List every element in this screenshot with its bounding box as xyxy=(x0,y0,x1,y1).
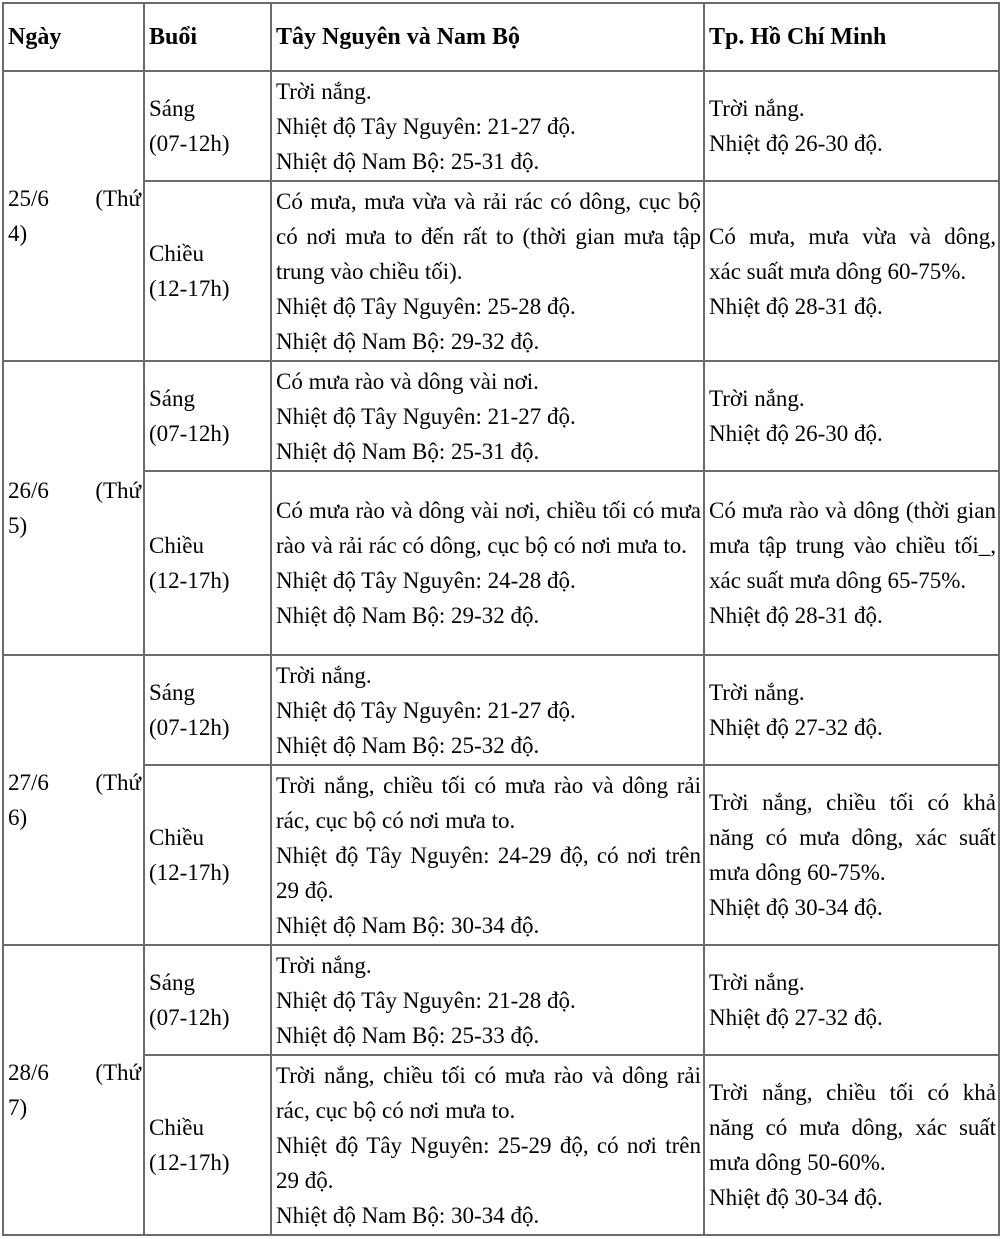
table-row xyxy=(3,471,999,655)
hcm-forecast-line: Trời nắng. xyxy=(709,680,805,705)
session-hours: (12-17h) xyxy=(149,568,230,593)
session-name: Chiều xyxy=(149,533,204,558)
hcm-forecast-cell xyxy=(704,471,999,655)
day-weekday-open: (Thứ xyxy=(95,1060,141,1085)
session-name: Chiều xyxy=(149,1115,204,1140)
table-row xyxy=(3,361,999,471)
hcm-forecast-line: Nhiệt độ 30-34 độ. xyxy=(709,1185,883,1210)
session-cell xyxy=(144,181,271,361)
region-forecast-line: Nhiệt độ Tây Nguyên: 25-29 độ, có nơi trên 29 độ. xyxy=(276,1132,701,1193)
header-session: Buổi xyxy=(144,3,271,71)
day-date: 26/6 xyxy=(8,478,49,503)
region-forecast-line: Nhiệt độ Tây Nguyên: 21-27 độ. xyxy=(276,113,576,139)
hcm-forecast-line: Có mưa rào và dông (thời gian mưa tập trung vào chiều tối_, xác suất mưa dông 65-75%. xyxy=(709,498,996,593)
hcm-forecast-cell xyxy=(704,1055,999,1235)
hcm-forecast-cell xyxy=(704,361,999,471)
region-forecast-cell xyxy=(271,655,704,765)
day-date: 27/6 xyxy=(8,770,49,795)
region-forecast-line: Nhiệt độ Nam Bộ: 30-34 độ. xyxy=(276,912,540,938)
session-name: Sáng xyxy=(149,680,195,705)
region-forecast-line: Trời nắng, chiều tối có mưa rào và dông rải rác, cục bộ có nơi mưa to. xyxy=(276,772,701,833)
region-forecast-line: Có mưa rào và dông vài nơi, chiều tối có mưa rào và rải rác có dông, cục bộ có nơi mưa to. xyxy=(276,498,701,558)
day-weekday-num: 6) xyxy=(8,805,28,830)
session-cell xyxy=(144,945,271,1055)
region-forecast-line: Trời nắng, chiều tối có mưa rào và dông rải rác, cục bộ có nơi mưa to. xyxy=(276,1062,701,1123)
region-forecast-cell xyxy=(271,765,704,945)
day-weekday-open: (Thứ xyxy=(95,770,141,795)
hcm-forecast-line: Có mưa, mưa vừa và dông, xác suất mưa dông 60-75%. xyxy=(709,223,996,284)
region-forecast-line: Nhiệt độ Tây Nguyên: 24-29 độ, có nơi trên 29 độ. xyxy=(276,842,701,903)
region-forecast-line: Có mưa, mưa vừa và rải rác có dông, cục bộ có nơi mưa to đến rất to (thời gian mưa tập trung vào chiều tối). xyxy=(276,188,701,284)
region-forecast-cell xyxy=(271,181,704,361)
session-cell xyxy=(144,471,271,655)
session-hours: (12-17h) xyxy=(149,276,230,301)
session-name: Chiều xyxy=(149,241,204,266)
day-cell xyxy=(3,655,144,945)
region-forecast-line: Nhiệt độ Tây Nguyên: 25-28 độ. xyxy=(276,293,576,319)
session-name: Sáng xyxy=(149,970,195,995)
hcm-forecast-cell xyxy=(704,181,999,361)
session-name: Chiều xyxy=(149,825,204,850)
header-hcm: Tp. Hồ Chí Minh xyxy=(704,3,999,71)
session-hours: (12-17h) xyxy=(149,1150,230,1175)
table-row xyxy=(3,945,999,1055)
hcm-forecast-line: Trời nắng. xyxy=(709,386,805,411)
session-cell xyxy=(144,765,271,945)
region-forecast-line: Nhiệt độ Tây Nguyên: 21-27 độ. xyxy=(276,697,576,723)
region-forecast-line: Nhiệt độ Nam Bộ: 29-32 độ. xyxy=(276,328,540,354)
region-forecast-line: Nhiệt độ Tây Nguyên: 24-28 độ. xyxy=(276,568,576,593)
region-forecast-cell xyxy=(271,471,704,655)
hcm-forecast-line: Nhiệt độ 30-34 độ. xyxy=(709,895,883,920)
table-row xyxy=(3,1055,999,1235)
hcm-forecast-cell xyxy=(704,765,999,945)
hcm-forecast-line: Trời nắng, chiều tối có khả năng có mưa dông, xác suất mưa dông 50-60%. xyxy=(709,1080,996,1175)
region-forecast-cell xyxy=(271,945,704,1055)
header-row xyxy=(3,3,999,71)
hcm-forecast-line: Trời nắng, chiều tối có khả năng có mưa dông, xác suất mưa dông 60-75%. xyxy=(709,790,996,885)
weather-forecast-table xyxy=(2,2,1000,1236)
region-forecast-line: Nhiệt độ Tây Nguyên: 21-28 độ. xyxy=(276,987,576,1013)
hcm-forecast-line: Nhiệt độ 28-31 độ. xyxy=(709,603,883,628)
hcm-forecast-cell xyxy=(704,655,999,765)
region-forecast-line: Nhiệt độ Nam Bộ: 25-31 độ. xyxy=(276,148,540,174)
session-hours: (07-12h) xyxy=(149,131,230,156)
session-hours: (07-12h) xyxy=(149,1005,230,1030)
hcm-forecast-line: Trời nắng. xyxy=(709,970,805,995)
session-hours: (12-17h) xyxy=(149,860,230,885)
region-forecast-cell xyxy=(271,71,704,181)
day-weekday-open: (Thứ xyxy=(95,478,141,503)
region-forecast-line: Có mưa rào và dông vài nơi. xyxy=(276,368,539,394)
table-row xyxy=(3,655,999,765)
day-date: 28/6 xyxy=(8,1060,49,1085)
day-cell xyxy=(3,71,144,361)
day-weekday-num: 7) xyxy=(8,1095,28,1120)
session-cell xyxy=(144,1055,271,1235)
hcm-forecast-line: Nhiệt độ 26-30 độ. xyxy=(709,421,883,446)
region-forecast-line: Nhiệt độ Nam Bộ: 25-31 độ. xyxy=(276,438,540,464)
day-cell xyxy=(3,945,144,1235)
region-forecast-cell xyxy=(271,1055,704,1235)
hcm-forecast-line: Trời nắng. xyxy=(709,96,805,121)
region-forecast-line: Nhiệt độ Nam Bộ: 25-32 độ. xyxy=(276,732,540,758)
hcm-forecast-line: Nhiệt độ 27-32 độ. xyxy=(709,1005,883,1030)
day-date: 25/6 xyxy=(8,186,49,211)
forecast-body xyxy=(3,71,999,1235)
region-forecast-line: Trời nắng. xyxy=(276,78,372,104)
hcm-forecast-cell xyxy=(704,71,999,181)
hcm-forecast-line: Nhiệt độ 28-31 độ. xyxy=(709,293,883,319)
region-forecast-line: Nhiệt độ Nam Bộ: 30-34 độ. xyxy=(276,1202,540,1228)
hcm-forecast-cell xyxy=(704,945,999,1055)
day-cell xyxy=(3,361,144,655)
day-weekday-num: 4) xyxy=(8,221,28,246)
table-row xyxy=(3,181,999,361)
region-forecast-line: Nhiệt độ Nam Bộ: 25-33 độ. xyxy=(276,1022,540,1048)
session-cell xyxy=(144,71,271,181)
region-forecast-line: Trời nắng. xyxy=(276,952,372,978)
header-region: Tây Nguyên và Nam Bộ xyxy=(271,3,704,71)
day-weekday-open: (Thứ xyxy=(95,186,141,211)
table-row xyxy=(3,71,999,181)
session-name: Sáng xyxy=(149,96,195,121)
session-name: Sáng xyxy=(149,386,195,411)
day-weekday-num: 5) xyxy=(8,513,28,538)
region-forecast-line: Trời nắng. xyxy=(276,662,372,688)
table-row xyxy=(3,765,999,945)
region-forecast-cell xyxy=(271,361,704,471)
session-hours: (07-12h) xyxy=(149,715,230,740)
region-forecast-line: Nhiệt độ Tây Nguyên: 21-27 độ. xyxy=(276,403,576,429)
session-cell xyxy=(144,655,271,765)
session-hours: (07-12h) xyxy=(149,421,230,446)
session-cell xyxy=(144,361,271,471)
hcm-forecast-line: Nhiệt độ 26-30 độ. xyxy=(709,131,883,156)
header-day: Ngày xyxy=(3,3,144,71)
region-forecast-line: Nhiệt độ Nam Bộ: 29-32 độ. xyxy=(276,603,540,628)
hcm-forecast-line: Nhiệt độ 27-32 độ. xyxy=(709,715,883,740)
